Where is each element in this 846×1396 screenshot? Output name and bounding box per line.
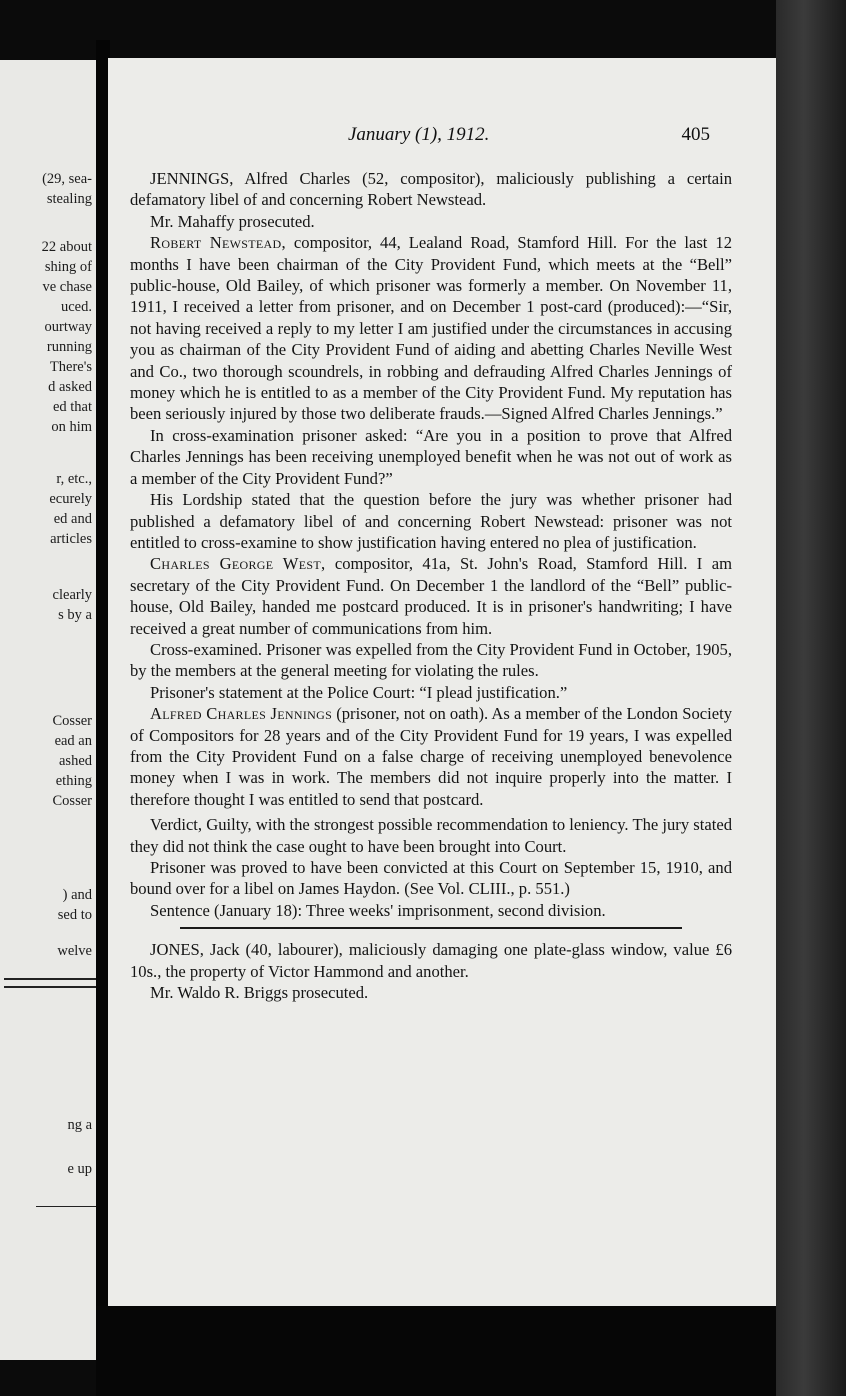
left-line: uced.: [61, 299, 92, 315]
left-line: stealing: [46, 191, 92, 207]
witness-testimony: Charles George West, compositor, 41a, St. John's Road, Stamford Hill. I am secretary of the City Provident Fund. On December 1 the landlord of the “Bell” public-house, Old Bailey, handed me postcard produced. It is in prisoner's handwriting; I have received a great number of communications from him.: [130, 554, 732, 638]
defendant-witness-name: Alfred Charles Jennings: [150, 704, 333, 724]
witness-testimony: Robert Newstead, compositor, 44, Lealand Road, Stamford Hill. For the last 12 months I have been chairman of the City Provident Fund, which meets at the “Bell” public-house, Old Bailey, of which prisoner was formerly a member. On November 11, 1911, I received a letter from prisoner, and on December 1 post-card (produced):—“Sir, not having received a reply to my letter I am justified under the circumstances in accusing you as chairman of the City Provident Fund of aiding and abetting Charles Neville West and Co., two thorough scoundrels, in robbing and defrauding Alfred Charles Jennings of money which he is entitled to as a member of the City Provident Fund. My reputation has been seriously injured by those two deliberate frauds.—Signed Alfred Charles Jennings.”: [130, 233, 732, 424]
left-divider: [36, 1206, 96, 1207]
left-line: s by a: [58, 607, 92, 623]
left-line: ed and: [53, 511, 92, 527]
left-line: ead an: [54, 733, 92, 749]
case-heading: JONES, Jack (40, labourer), maliciously damaging one plate-glass window, value £6 10s., the property of Victor Hammond and another.: [130, 940, 732, 981]
left-line: ng a: [67, 1117, 92, 1133]
defendant-testimony: Alfred Charles Jennings (prisoner, not on oath). As a member of the London Society of Compositors for 28 years and of the City Provident Fund for 19 years, I was expelled from the City Provident Fund on a false charge of receiving unemployed benevolence money when I was in work. The members did not inquire properly into the matter. I therefore thought I was entitled to send that postcard.: [130, 704, 733, 809]
defendant-name: JENNINGS,: [150, 169, 234, 188]
case-divider: [180, 927, 682, 929]
cross-examination: In cross-examination prisoner asked: “Are you in a position to prove that Alfred Charles Jennings has been receiving unemployed benefit when he was not out of work as a member of the City Provident Fund?”: [130, 425, 732, 488]
body-text: [130, 168, 732, 1003]
left-line: ve chase: [42, 279, 92, 295]
left-divider: [4, 986, 96, 988]
left-divider: [4, 978, 96, 980]
cross-examined: Cross-examined. Prisoner was expelled from the City Provident Fund in October, 1905, by the members at the general meeting for violating the rules.: [130, 639, 732, 681]
left-line: There's: [49, 359, 92, 375]
scan-border: [96, 1306, 776, 1396]
page-number: 405: [681, 124, 710, 145]
prosecutor-line: Mr. Waldo R. Briggs prosecuted.: [150, 983, 369, 1003]
left-line: running: [46, 339, 92, 355]
left-line: Cosser: [52, 713, 92, 729]
left-line: shing of: [44, 259, 92, 275]
left-line: ed that: [52, 399, 92, 415]
book-edge: [776, 0, 846, 1396]
witness-name: Charles George West,: [150, 554, 326, 574]
previous-conviction: Prisoner was proved to have been convicted at this Court on September 15, 1910, and bound over for a libel on James Haydon. (See Vol. CLIII., p. 551.): [130, 858, 732, 899]
left-line: (29, sea-: [42, 171, 92, 187]
left-line: 22 about: [41, 239, 92, 255]
running-head: [108, 124, 776, 146]
left-line: r, etc.,: [56, 471, 92, 487]
main-page: [108, 58, 776, 1306]
left-line: ourtway: [44, 319, 92, 335]
left-line: ashed: [58, 753, 92, 769]
left-line: welve: [57, 943, 92, 959]
left-line: d asked: [48, 379, 92, 395]
left-line: articles: [50, 531, 92, 547]
verdict: Verdict, Guilty, with the strongest possible recommendation to leniency. The jury stated they did not think the case ought to have been brought into Court.: [130, 815, 732, 856]
left-line: ething: [55, 773, 92, 789]
police-court-statement: Prisoner's statement at the Police Court: “I plead justification.”: [150, 682, 568, 702]
judge-statement: His Lordship stated that the question before the jury was whether prisoner had published a defamatory libel of and concerning Robert Newstead: prisoner was not entitled to cross-examine to show justification having entered no plea of justification.: [130, 490, 732, 552]
witness-name: Robert Newstead,: [150, 233, 286, 253]
sentence: Sentence (January 18): Three weeks' imprisonment, second division.: [150, 900, 606, 920]
prosecutor-line: Mr. Mahaffy prosecuted.: [150, 211, 315, 231]
case-heading: JENNINGS, Alfred Charles (52, compositor), maliciously publishing a certain defamatory libel of and concerning Robert Newstead.: [130, 169, 732, 210]
running-head-date: January (1), 1912.: [348, 124, 490, 145]
left-line: sed to: [57, 907, 92, 923]
left-line: on him: [51, 419, 92, 435]
left-line: ecurely: [49, 491, 92, 507]
left-line: Cosser: [52, 793, 92, 809]
left-page-fragment: [0, 60, 96, 1360]
left-line: e up: [67, 1161, 92, 1177]
defendant-name: JONES,: [150, 940, 204, 960]
left-line: ) and: [62, 887, 92, 903]
left-line: clearly: [52, 587, 92, 603]
